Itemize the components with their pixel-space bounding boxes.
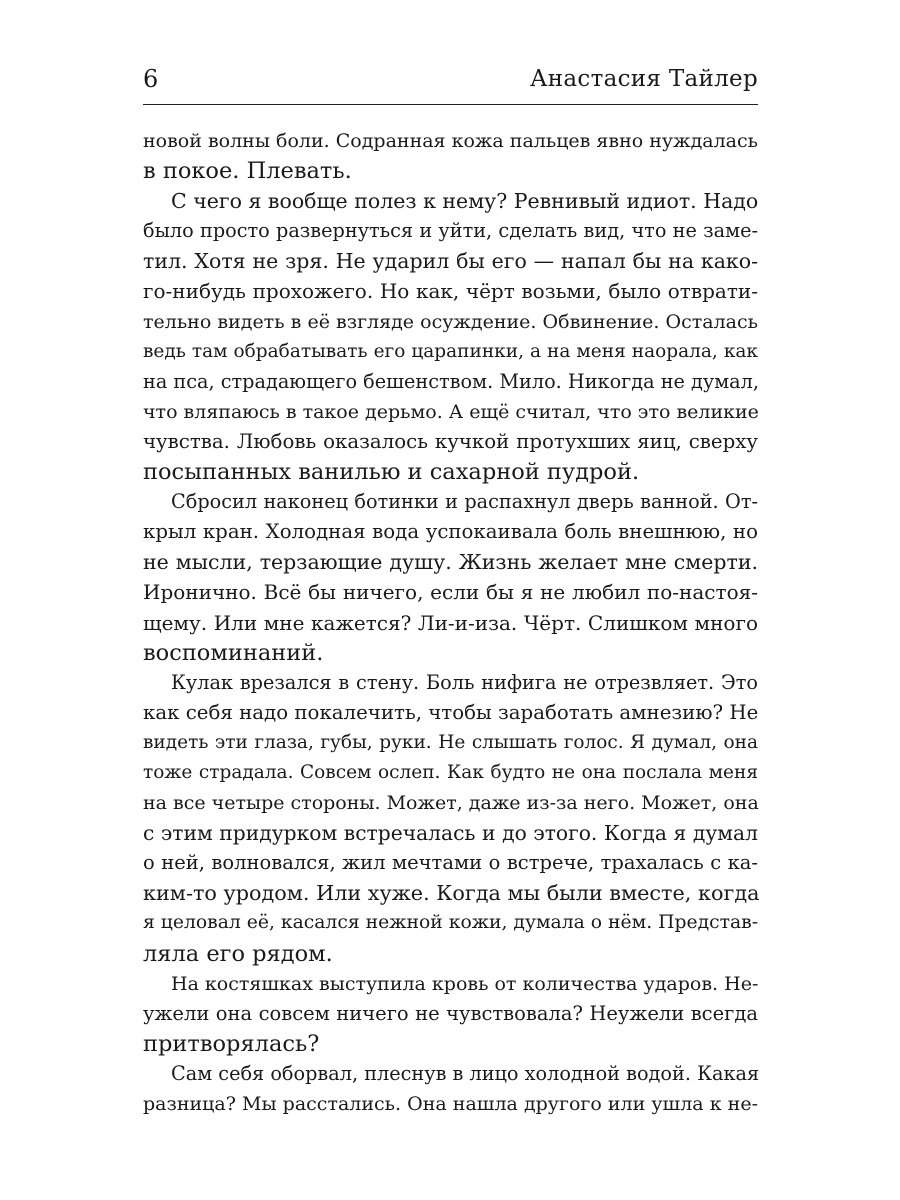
text-line: тил. Хотя не зря. Не ударил бы его — напал бы на како- — [143, 249, 758, 274]
text-line: Сам себя оборвал, плеснув в лицо холодной водой. Какая — [171, 1061, 760, 1085]
text-line: видеть эти глаза, губы, руки. Не слышать голос. Я думал, она — [143, 731, 758, 753]
text-line: притворялась? — [143, 1030, 320, 1057]
body-text — [143, 126, 758, 1119]
header-author: Анастасия Тайлер — [530, 66, 758, 92]
text-line: новой волны боли. Содранная кожа пальцев явно нуждалась — [143, 130, 758, 152]
text-line: На костяшках выступила кровь от количества ударов. Не- — [171, 972, 759, 995]
text-line: на пса, страдающего бешенством. Мило. Никогда не думал, — [143, 369, 760, 393]
text-line: посыпанных ванилью и сахарной пудрой. — [143, 459, 640, 486]
text-line: не мысли, терзающие душу. Жизнь желает мне смерти. — [143, 550, 758, 575]
text-line: на все четыре стороны. Может, даже из-за него. Может, она — [143, 792, 759, 815]
paragraph — [143, 126, 758, 186]
running-header — [143, 64, 758, 100]
text-line: с этим придурком встречалась и до этого. Когда я думал — [143, 821, 758, 846]
text-line: тоже страдала. Совсем ослеп. Как будто не она послала меня — [143, 761, 758, 783]
text-line: Иронично. Всё бы ничего, если бы я не любил по-настоя- — [143, 580, 758, 605]
text-line: крыл кран. Холодная вода успокаивала боль внешнюю, но — [143, 520, 758, 544]
text-line: я целовал её, касался нежной кожи, думала о нём. Представ- — [143, 912, 759, 934]
text-line: Кулак врезался в стену. Боль нифига не отрезвляет. Это — [171, 670, 758, 694]
text-line: С чего я вообще полез к нему? Ревнивый идиот. Надо — [171, 189, 759, 214]
text-line: ким-то уродом. Или хуже. Когда мы были вместе, когда — [143, 881, 760, 906]
text-line: что вляпаюсь в такое дерьмо. А ещё считал, что это великие — [143, 400, 759, 423]
paragraph — [143, 668, 758, 969]
text-line: разница? Мы расстались. Она нашла другого или ушла к не- — [143, 1093, 758, 1115]
text-line: как себя надо покалечить, чтобы заработать амнезию? Не — [143, 700, 759, 724]
paragraph — [143, 1059, 758, 1119]
text-line: ужели она совсем ничего не чувствовала? Неужели всегда — [143, 1001, 758, 1025]
header-divider — [143, 104, 758, 105]
text-line: воспоминаний. — [143, 639, 324, 666]
text-line: было просто развернуться и уйти, сделать вид, что не заме- — [143, 219, 758, 243]
text-line: ведь там обрабатывать его царапинки, а на меня наорала, как — [143, 340, 758, 362]
text-line: ляла его рядом. — [143, 940, 333, 967]
paragraph — [143, 487, 758, 668]
text-line: щему. Или мне кажется? Ли-и-иза. Чёрт. Слишком много — [143, 610, 758, 635]
text-line: Сбросил наконец ботинки и распахнул дверь ванной. От- — [171, 490, 758, 514]
text-line: тельно видеть в её взгляде осуждение. Обвинение. Осталась — [143, 310, 758, 333]
paragraph — [143, 969, 758, 1059]
paragraph — [143, 186, 758, 487]
text-line: о ней, волновался, жил мечтами о встрече, трахалась с ка- — [143, 851, 758, 875]
text-line: чувства. Любовь оказалось кучкой протухших яиц, сверху — [143, 429, 758, 453]
page-number: 6 — [143, 65, 159, 93]
text-line: го-нибудь прохожего. Но как, чёрт возьми, было отврати- — [143, 279, 758, 304]
text-line: в покое. Плевать. — [143, 158, 352, 185]
